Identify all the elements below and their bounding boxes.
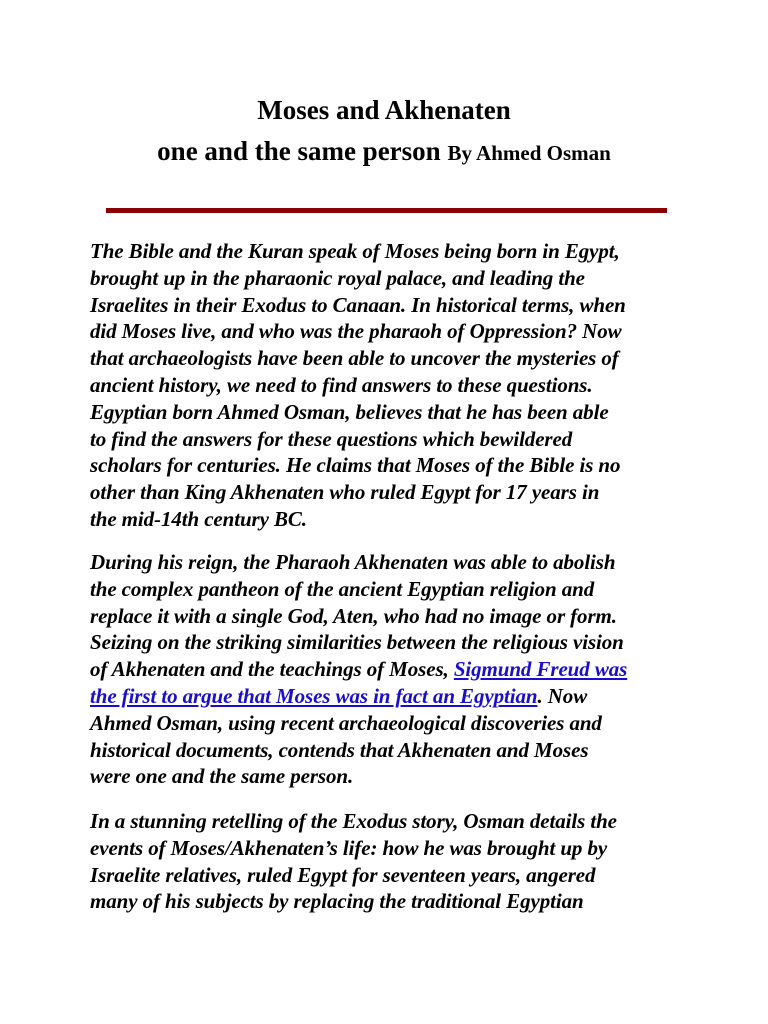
paragraph-line: the complex pantheon of the ancient Egyptian religion and [90, 576, 595, 601]
paragraph-line: Ahmed Osman, using recent archaeological discoveries and [90, 710, 602, 735]
paragraph-line-with-link [90, 656, 690, 683]
paragraph-line-with-link [90, 683, 690, 710]
title-line-2: one and the same person [157, 136, 441, 166]
paragraph-line: In a stunning retelling of the Exodus story, Osman details the [90, 809, 617, 833]
freud-link-part-2[interactable]: the first to argue that Moses was in fact an Egyptian [90, 683, 538, 708]
paragraph-line: The Bible and the Kuran speak of Moses being born in Egypt, [90, 239, 620, 263]
paragraph-line: ancient history, we need to find answers to these questions. [90, 372, 593, 397]
paragraph-line: During his reign, the Pharaoh Akhenaten was able to abolish [90, 550, 616, 574]
paragraph-3 [90, 808, 690, 915]
page-subtitle [0, 134, 768, 170]
title-divider [106, 208, 667, 213]
paragraph-2 [90, 549, 690, 790]
paragraph-line: to find the answers for these questions which bewildered [90, 426, 573, 451]
paragraph-line: historical documents, contends that Akhenaten and Moses [90, 737, 589, 762]
paragraph-text: of Akhenaten and the teachings of Moses, [90, 657, 454, 682]
paragraph-line: events of Moses/Akhenaten’s life: how he was brought up by [90, 835, 608, 860]
paragraph-line: did Moses live, and who was the pharaoh of Oppression? Now [90, 319, 622, 344]
paragraph-line: replace it with a single God, Aten, who had no image or form. [90, 603, 617, 628]
paragraph-line: were one and the same person. [90, 764, 354, 789]
freud-link-part-1[interactable]: Sigmund Freud was [453, 657, 628, 682]
paragraph-line: many of his subjects by replacing the traditional Egyptian [90, 889, 584, 914]
paragraph-line: Israelites in their Exodus to Canaan. In historical terms, when [90, 292, 626, 317]
page-title [0, 93, 768, 127]
paragraph-line: Seizing on the striking similarities between the religious vision [90, 630, 624, 655]
paragraph-1 [90, 238, 690, 533]
author-byline: By Ahmed Osman [447, 141, 611, 165]
paragraph-line: Israelite relatives, ruled Egypt for seventeen years, angered [90, 862, 596, 887]
paragraph-line: that archaeologists have been able to uncover the mysteries of [90, 346, 619, 371]
paragraph-line: other than King Akhenaten who ruled Egypt for 17 years in [90, 480, 600, 505]
paragraph-line: Egyptian born Ahmed Osman, believes that he has been able [90, 399, 609, 424]
paragraph-line: brought up in the pharaonic royal palace, and leading the [90, 265, 585, 290]
paragraph-text: . Now [537, 683, 588, 708]
paragraph-line: the mid-14th century BC. [90, 506, 307, 531]
title-line-1: Moses and Akhenaten [257, 95, 511, 125]
paragraph-line: scholars for centuries. He claims that Moses of the Bible is no [90, 453, 621, 478]
